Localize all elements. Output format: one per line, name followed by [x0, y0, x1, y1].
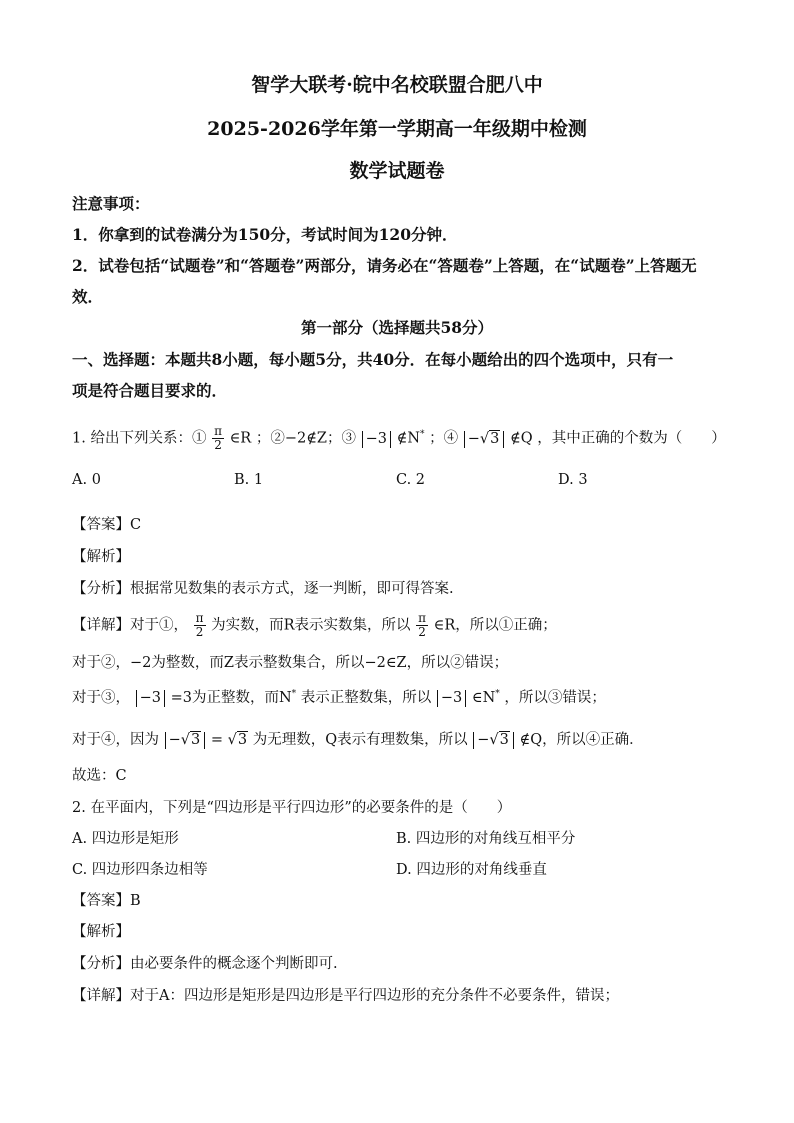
sqrt-symbol: √	[180, 732, 191, 748]
notice-title: 注意事项：	[72, 194, 150, 213]
exam-title-line3: 数学试题卷	[349, 160, 445, 182]
absolute-value: −3	[136, 690, 165, 707]
fraction: $\frac{\pi}{2}$	[214, 424, 222, 452]
sqrt-symbol: √	[227, 732, 237, 748]
q1-option-a: A. 0	[72, 472, 101, 488]
question-1-stem: 1. 给出下列关系：① $\frac{\pi}{2}$ ∈R ；②−2∉Z；③ −3 ∉N* ；④ −√3 ∉Q ，其中正确的个数为（ ）	[72, 424, 726, 452]
notice-item-1: 1．你拿到的试卷满分为150分，考试时间为120分钟．	[72, 225, 458, 244]
q2-analysis: 【分析】由必要条件的概念逐个判断即可.	[72, 956, 338, 972]
q2-option-b: B. 四边形的对角线互相平分	[396, 831, 576, 847]
q1-detail-2: 对于②，−2为整数，而Z表示整数集合，所以−2∈Z，所以②错误；	[72, 655, 509, 671]
notice-item-2: 2．试卷包括“试题卷”和“答题卷”两部分，请务必在“答题卷”上答题，在“试题卷”上答题无	[72, 256, 697, 275]
q1-analysis: 【分析】根据常见数集的表示方式，逐一判断，即可得答案.	[72, 581, 454, 597]
q2-option-c: C. 四边形四条边相等	[72, 862, 208, 878]
section-heading: 一、选择题：本题共8小题，每小题5分，共40分．在每小题给出的四个选项中，只有一	[72, 350, 674, 369]
q1-choice: 故选：C	[72, 768, 127, 784]
q1-option-b: B. 1	[234, 472, 264, 488]
q2-detail: 【详解】对于A：四边形是矩形是四边形是平行四边形的充分条件不必要条件，错误；	[72, 988, 619, 1004]
absolute-value: −√3	[165, 732, 206, 749]
q1-detail-3: 对于③， −3 =3为正整数，而N* 表示正整数集，所以 −3 ∈N* ，所以③错误；	[72, 689, 606, 706]
q1-answer: 【答案】C	[72, 517, 142, 533]
absolute-value: −3	[362, 431, 391, 448]
notice-item-2-cont: 效．	[72, 287, 104, 306]
absolute-value: −√3	[473, 732, 514, 749]
q2-answer: 【答案】B	[72, 893, 141, 909]
fraction: $\frac{\pi}{2}$	[195, 611, 204, 639]
exam-title-line1: 智学大联考·皖中名校联盟合肥八中	[251, 74, 543, 96]
absolute-value: −√3	[464, 431, 505, 448]
q2-analysis-label: 【解析】	[72, 924, 130, 940]
exam-title-line2: 2025-2026学年第一学期高一年级期中检测	[207, 118, 587, 140]
q1-option-c: C. 2	[396, 472, 426, 488]
q1-detail-1: 【详解】对于①， $\frac{\pi}{2}$ 为实数，而R表示实数集，所以 $\frac{\pi}{2}$ ∈R，所以①正确；	[72, 611, 557, 639]
sqrt-symbol: √	[489, 732, 499, 748]
question-2-stem: 2. 在平面内，下列是“四边形是平行四边形”的必要条件的是（ ）	[72, 800, 512, 816]
q2-option-a: A. 四边形是矩形	[72, 831, 179, 847]
q2-option-d: D. 四边形的对角线垂直	[396, 862, 547, 878]
sqrt-symbol: √	[479, 430, 490, 447]
q1-option-d: D. 3	[558, 472, 588, 488]
section-heading-cont: 项是符合题目要求的．	[72, 381, 228, 400]
q1-detail-4: 对于④，因为 −√3 = √3 为无理数，Q表示有理数集，所以 −√3 ∉Q，所以④正确．	[72, 732, 644, 748]
q1-analysis-label: 【解析】	[72, 549, 130, 565]
fraction: $\frac{\pi}{2}$	[418, 611, 427, 639]
absolute-value: −3	[437, 690, 466, 707]
part1-heading: 第一部分（选择题共58分）	[300, 318, 494, 337]
